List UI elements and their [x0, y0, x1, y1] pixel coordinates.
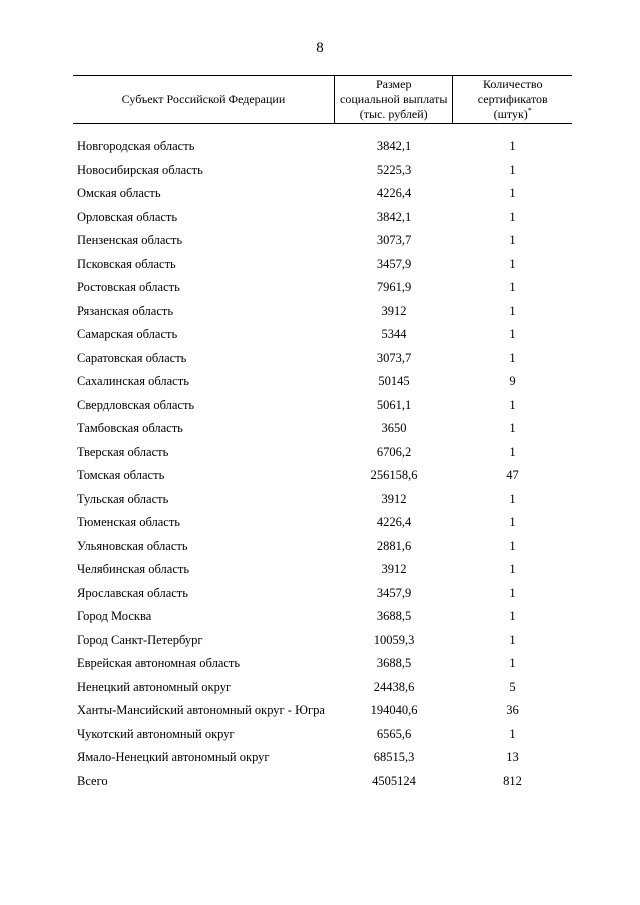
table-row [73, 206, 572, 230]
footnote-mark: * [527, 106, 532, 115]
payment-value: 4226,4 [376, 186, 412, 201]
region-name: Еврейская автономная область [77, 656, 241, 671]
certificate-count: 36 [506, 703, 519, 718]
region-name: Орловская область [77, 209, 178, 224]
region-name: Саратовская область [77, 350, 187, 365]
table-row [73, 629, 572, 653]
payment-value: 6706,2 [376, 444, 412, 459]
table-body [73, 135, 572, 793]
header-subject: Субъект Российской Федерации [121, 92, 286, 106]
table-row [73, 558, 572, 582]
certificate-count: 1 [509, 162, 516, 177]
payment-value: 7961,9 [376, 280, 412, 295]
region-name: Омская область [77, 186, 161, 201]
table-row [73, 300, 572, 324]
payment-value: 3688,5 [376, 609, 412, 624]
certificate-count: 5 [509, 679, 516, 694]
table-row [73, 394, 572, 418]
region-name: Псковская область [77, 256, 176, 271]
table-row [73, 417, 572, 441]
certificate-count: 1 [509, 186, 516, 201]
certificate-count: 1 [509, 421, 516, 436]
table-row [73, 723, 572, 747]
certificate-count: 1 [509, 139, 516, 154]
table-header [73, 75, 572, 124]
region-name: Пензенская область [77, 233, 183, 248]
header-count-line [478, 107, 548, 122]
certificate-count: 47 [506, 468, 519, 483]
table-row [73, 347, 572, 371]
payment-value: 3073,7 [376, 233, 412, 248]
payment-value: 3073,7 [376, 350, 412, 365]
payment-value: 3912 [381, 491, 407, 506]
certificate-count: 1 [509, 256, 516, 271]
region-name: Самарская область [77, 327, 178, 342]
region-name: Тверская область [77, 444, 169, 459]
region-name: Тюменская область [77, 515, 180, 530]
certificate-count: 1 [509, 538, 516, 553]
payment-value: 10059,3 [373, 632, 415, 647]
table-row [73, 370, 572, 394]
payment-value: 5225,3 [376, 162, 412, 177]
certificate-count: 1 [509, 609, 516, 624]
region-name: Ульяновская область [77, 538, 188, 553]
certificate-count: 1 [509, 515, 516, 530]
payment-value: 3457,9 [376, 256, 412, 271]
region-name: Челябинская область [77, 562, 190, 577]
payment-value: 3650 [381, 421, 407, 436]
certificate-count: 1 [509, 327, 516, 342]
certificate-count: 1 [509, 280, 516, 295]
header-payment-line: Размер [375, 77, 412, 91]
certificate-count: 1 [509, 350, 516, 365]
region-name: Ненецкий автономный округ [77, 679, 232, 694]
allocation-table [73, 75, 572, 788]
region-name: Тамбовская область [77, 421, 183, 436]
header-count [452, 76, 572, 123]
certificate-count: 1 [509, 585, 516, 600]
table-row [73, 159, 572, 183]
region-name: Томская область [77, 468, 165, 483]
payment-value: 3842,1 [376, 139, 412, 154]
table-row [73, 135, 572, 159]
payment-value: 6565,6 [376, 726, 412, 741]
certificate-count: 1 [509, 656, 516, 671]
table-row [73, 676, 572, 700]
header-payment-line: социальной выплаты [340, 92, 448, 106]
region-name: Сахалинская область [77, 374, 189, 389]
payment-value: 256158,6 [370, 468, 418, 483]
payment-value: 24438,6 [373, 679, 415, 694]
region-name: Тульская область [77, 491, 169, 506]
table-row [73, 464, 572, 488]
page-number: 8 [316, 40, 324, 56]
table-row [73, 276, 572, 300]
table-row [73, 699, 572, 723]
region-name: Новгородская область [77, 139, 195, 154]
table-row [73, 323, 572, 347]
table-row [73, 770, 572, 794]
table-row [73, 441, 572, 465]
certificate-count: 1 [509, 397, 516, 412]
certificate-count: 1 [509, 562, 516, 577]
certificate-count: 1 [509, 303, 516, 318]
header-count-line: сертификатов [477, 92, 548, 106]
payment-value: 4226,4 [376, 515, 412, 530]
payment-value: 3912 [381, 562, 407, 577]
payment-value: 50145 [378, 374, 410, 389]
payment-value: 3912 [381, 303, 407, 318]
region-name: Свердловская область [77, 397, 195, 412]
certificate-count: 13 [506, 750, 519, 765]
payment-value: 3842,1 [376, 209, 412, 224]
header-count-line: Количество [483, 77, 543, 91]
table-row [73, 253, 572, 277]
region-name: Город Санкт-Петербург [77, 632, 203, 647]
table-row [73, 582, 572, 606]
region-name: Город Москва [77, 609, 152, 624]
table-row [73, 488, 572, 512]
payment-value: 68515,3 [373, 750, 415, 765]
region-name: Рязанская область [77, 303, 174, 318]
certificate-count: 1 [509, 444, 516, 459]
header-payment [334, 76, 453, 123]
certificate-count: 812 [503, 773, 522, 788]
table-row [73, 511, 572, 535]
region-name: Ярославская область [77, 585, 188, 600]
certificate-count: 1 [509, 209, 516, 224]
region-name: Всего [77, 773, 108, 788]
region-name: Ростовская область [77, 280, 180, 295]
region-name: Ханты-Мансийский автономный округ - Югра [77, 703, 325, 718]
table-row [73, 605, 572, 629]
header-count-text: (штук) [493, 107, 528, 121]
region-name: Чукотский автономный округ [77, 726, 235, 741]
payment-value: 5344 [381, 327, 407, 342]
table-row [73, 229, 572, 253]
payment-value: 3457,9 [376, 585, 412, 600]
payment-value: 194040,6 [370, 703, 418, 718]
certificate-count: 1 [509, 632, 516, 647]
certificate-count: 1 [509, 726, 516, 741]
table-row [73, 652, 572, 676]
payment-value: 3688,5 [376, 656, 412, 671]
region-name: Новосибирская область [77, 162, 203, 177]
table-row [73, 746, 572, 770]
payment-value: 5061,1 [376, 397, 412, 412]
header-payment-line: (тыс. рублей) [359, 107, 428, 121]
region-name: Ямало-Ненецкий автономный округ [77, 750, 270, 765]
payment-value: 4505124 [372, 773, 416, 788]
certificate-count: 9 [509, 374, 516, 389]
table-row [73, 535, 572, 559]
certificate-count: 1 [509, 491, 516, 506]
table-row [73, 182, 572, 206]
payment-value: 2881,6 [376, 538, 412, 553]
certificate-count: 1 [509, 233, 516, 248]
